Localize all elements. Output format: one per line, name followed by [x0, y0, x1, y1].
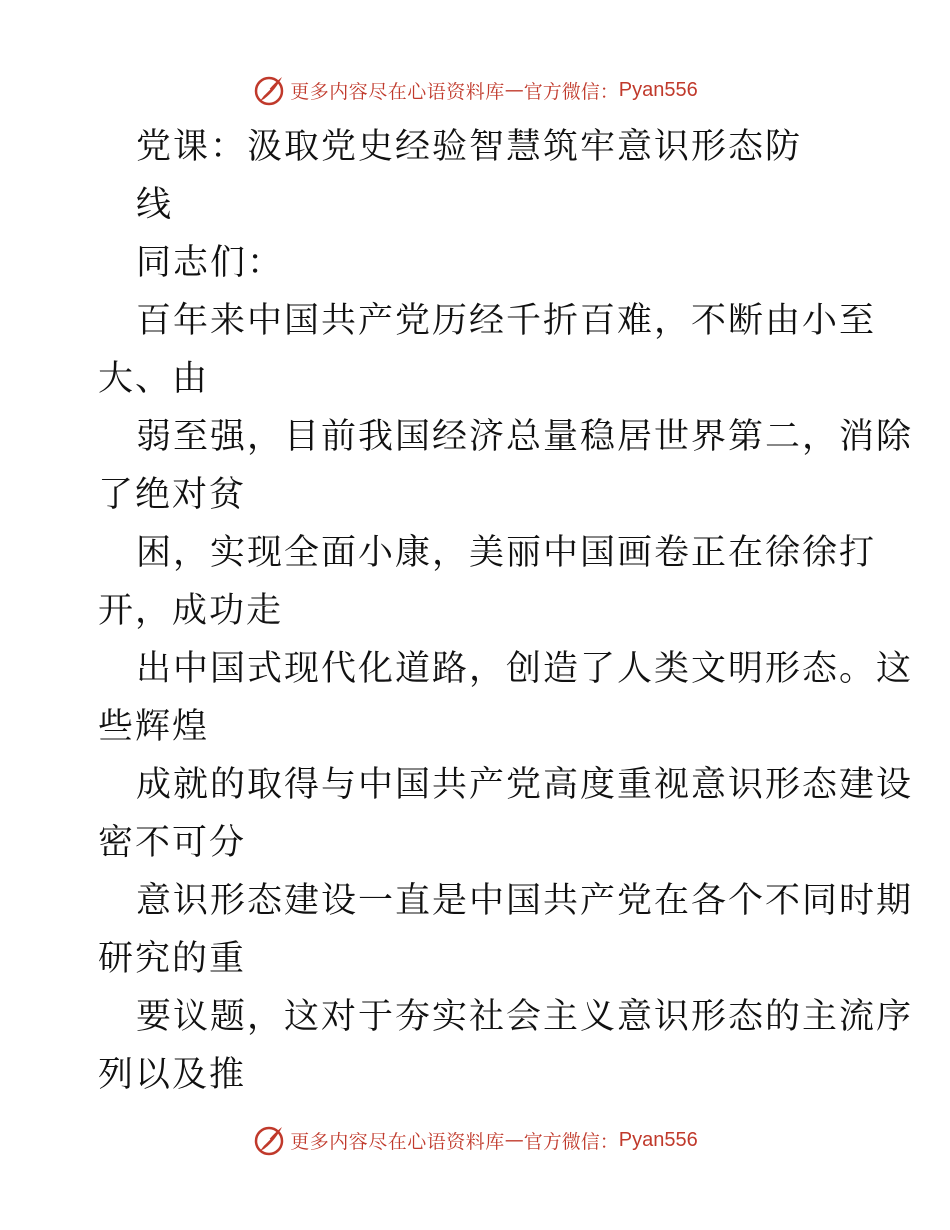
document-text-line: 密不可分	[98, 823, 247, 863]
document-text-line: 百年来中国共产党历经千折百难，不断由小至	[136, 301, 877, 341]
quill-pen-logo-icon	[252, 73, 286, 107]
quill-pen-logo-icon	[252, 1123, 286, 1157]
document-text-line: 线	[136, 185, 174, 225]
header-banner	[0, 70, 950, 110]
document-text-line: 研究的重	[98, 939, 247, 979]
banner-separator: —	[504, 79, 524, 101]
document-text-line: 列以及推	[98, 1055, 247, 1095]
document-text-line: 要议题，这对于夯实社会主义意识形态的主流序	[136, 997, 914, 1037]
document-text-line: 些辉煌	[98, 707, 210, 747]
document-text-line: 意识形态建设一直是中国共产党在各个不同时期	[136, 881, 914, 921]
document-text-line: 了绝对贫	[98, 475, 247, 515]
document-text-line: 弱至强，目前我国经济总量稳居世界第二，消除	[136, 417, 914, 457]
document-text-line: 困，实现全面小康，美丽中国画卷正在徐徐打	[136, 533, 877, 573]
banner-sub-text: 官方微信：	[523, 80, 619, 103]
banner-separator: —	[504, 1129, 524, 1151]
banner-main-text: 更多内容尽在心语资料库	[290, 1130, 505, 1153]
document-text-line: 成就的取得与中国共产党高度重视意识形态建设	[136, 765, 914, 805]
document-text-line: 出中国式现代化道路，创造了人类文明形态。这	[136, 649, 914, 689]
banner-wechat-id: Pyan556	[618, 1128, 698, 1151]
document-text-line: 同志们：	[136, 243, 285, 283]
document-text-line: 大、由	[98, 359, 210, 399]
document-title-line: 党课：汲取党史经验智慧筑牢意识形态防	[136, 127, 803, 167]
document-text-line: 开，成功走	[98, 591, 284, 631]
document-body	[98, 118, 914, 1104]
footer-banner	[0, 1120, 950, 1160]
banner-sub-text: 官方微信：	[523, 1130, 619, 1153]
banner-main-text: 更多内容尽在心语资料库	[290, 80, 505, 103]
banner-wechat-id: Pyan556	[618, 78, 698, 101]
